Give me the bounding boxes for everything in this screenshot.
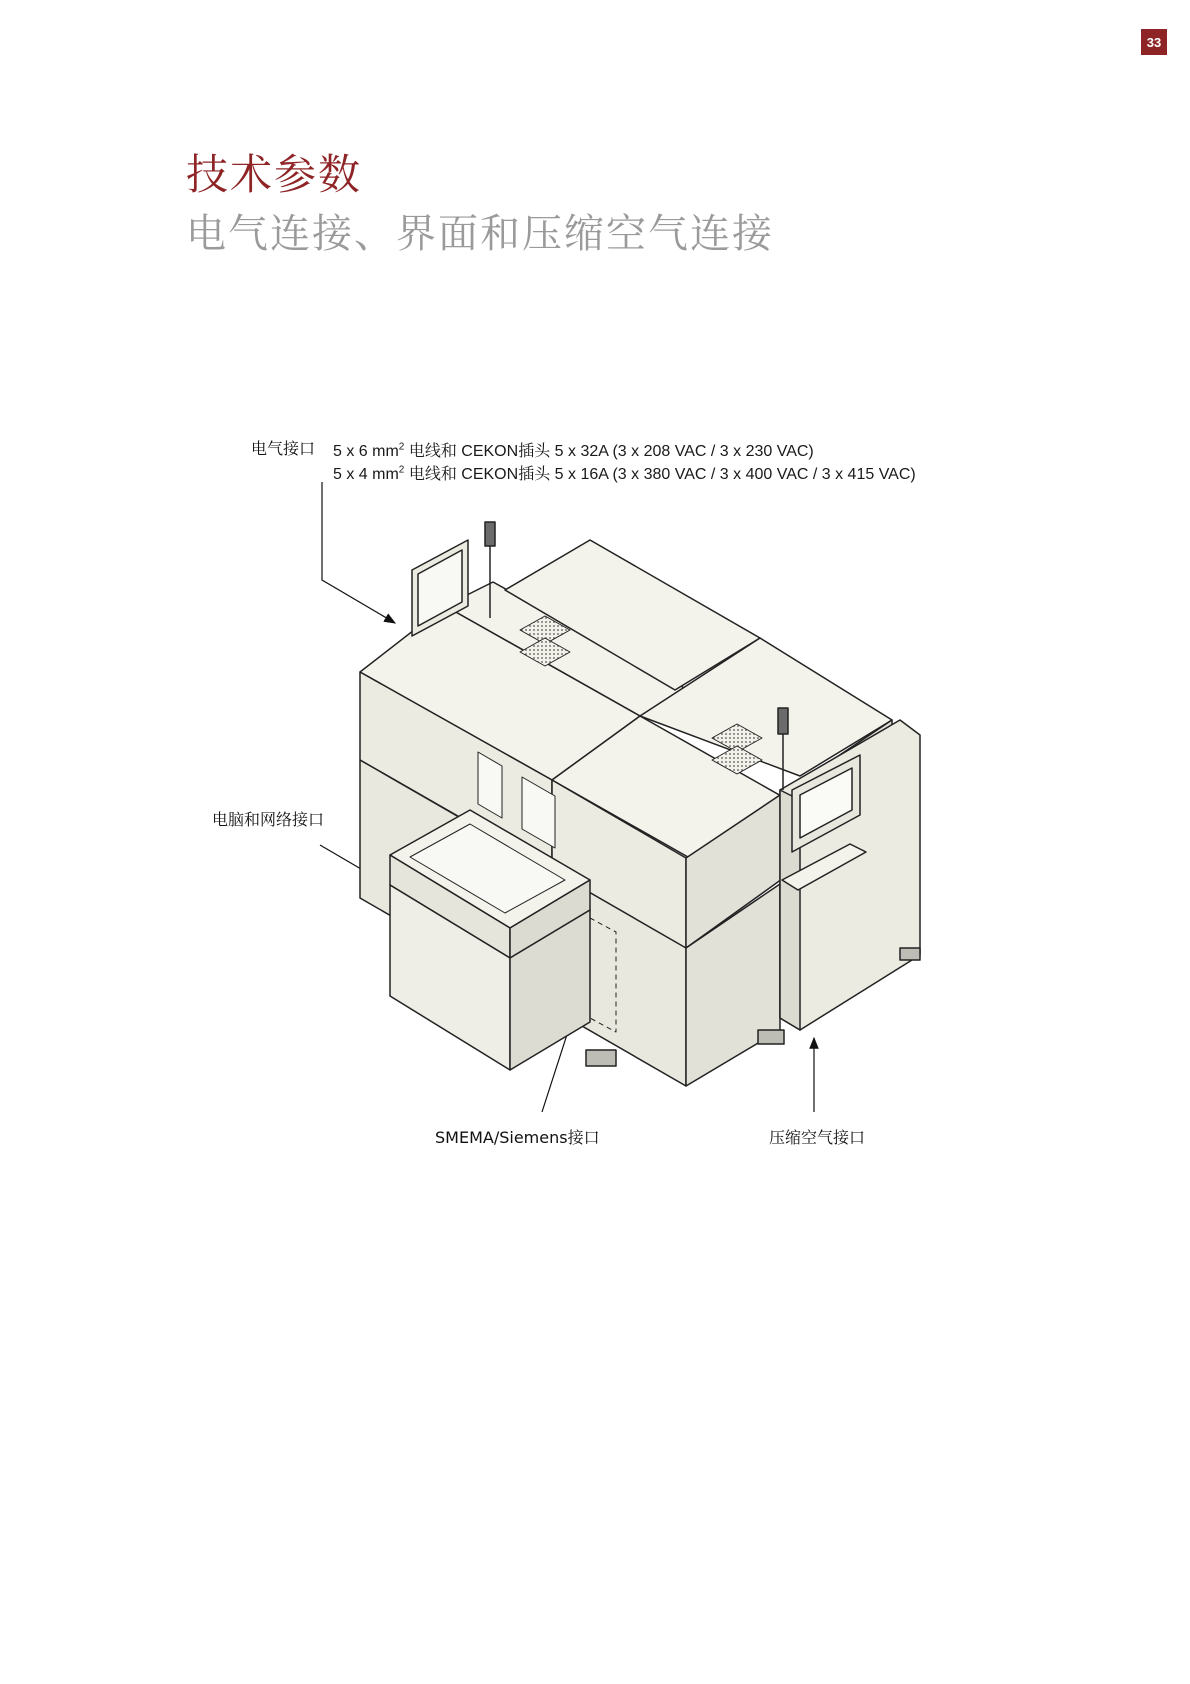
page-title: 技术参数 [186,150,363,199]
spec-1-cable: 电线和 [408,441,457,460]
spec-1-brand: CEKON [461,443,519,460]
smema-prefix: SMEMA/Siemens [435,1128,568,1147]
spec-2-rating: 5 x 16A (3 x 380 VAC / 3 x 400 VAC / 3 x 415 VAC) [554,466,916,483]
spec-2-plug: 插头 [518,464,551,483]
spec-1-size: 5 x 6 mm [333,443,399,460]
spec-2-size: 5 x 4 mm [333,466,399,483]
spec-1-plug: 插头 [518,441,551,460]
page-number-badge: 33 [1141,29,1167,55]
spec-2-sup: 2 [398,464,405,476]
electrical-label: 电气接口 [251,439,316,458]
spec-1-sup: 2 [398,441,405,453]
compressed-air-callout: 压缩空气接口 [769,1128,866,1147]
spec-1-rating: 5 x 32A (3 x 208 VAC / 3 x 230 VAC) [554,443,814,460]
smema-suffix: 接口 [567,1128,600,1147]
spec-2-brand: CEKON [461,466,519,483]
pc-network-callout: 电脑和网络接口 [212,810,325,829]
page-subtitle: 电气连接、界面和压缩空气连接 [186,211,774,257]
spec-2-cable: 电线和 [408,464,457,483]
